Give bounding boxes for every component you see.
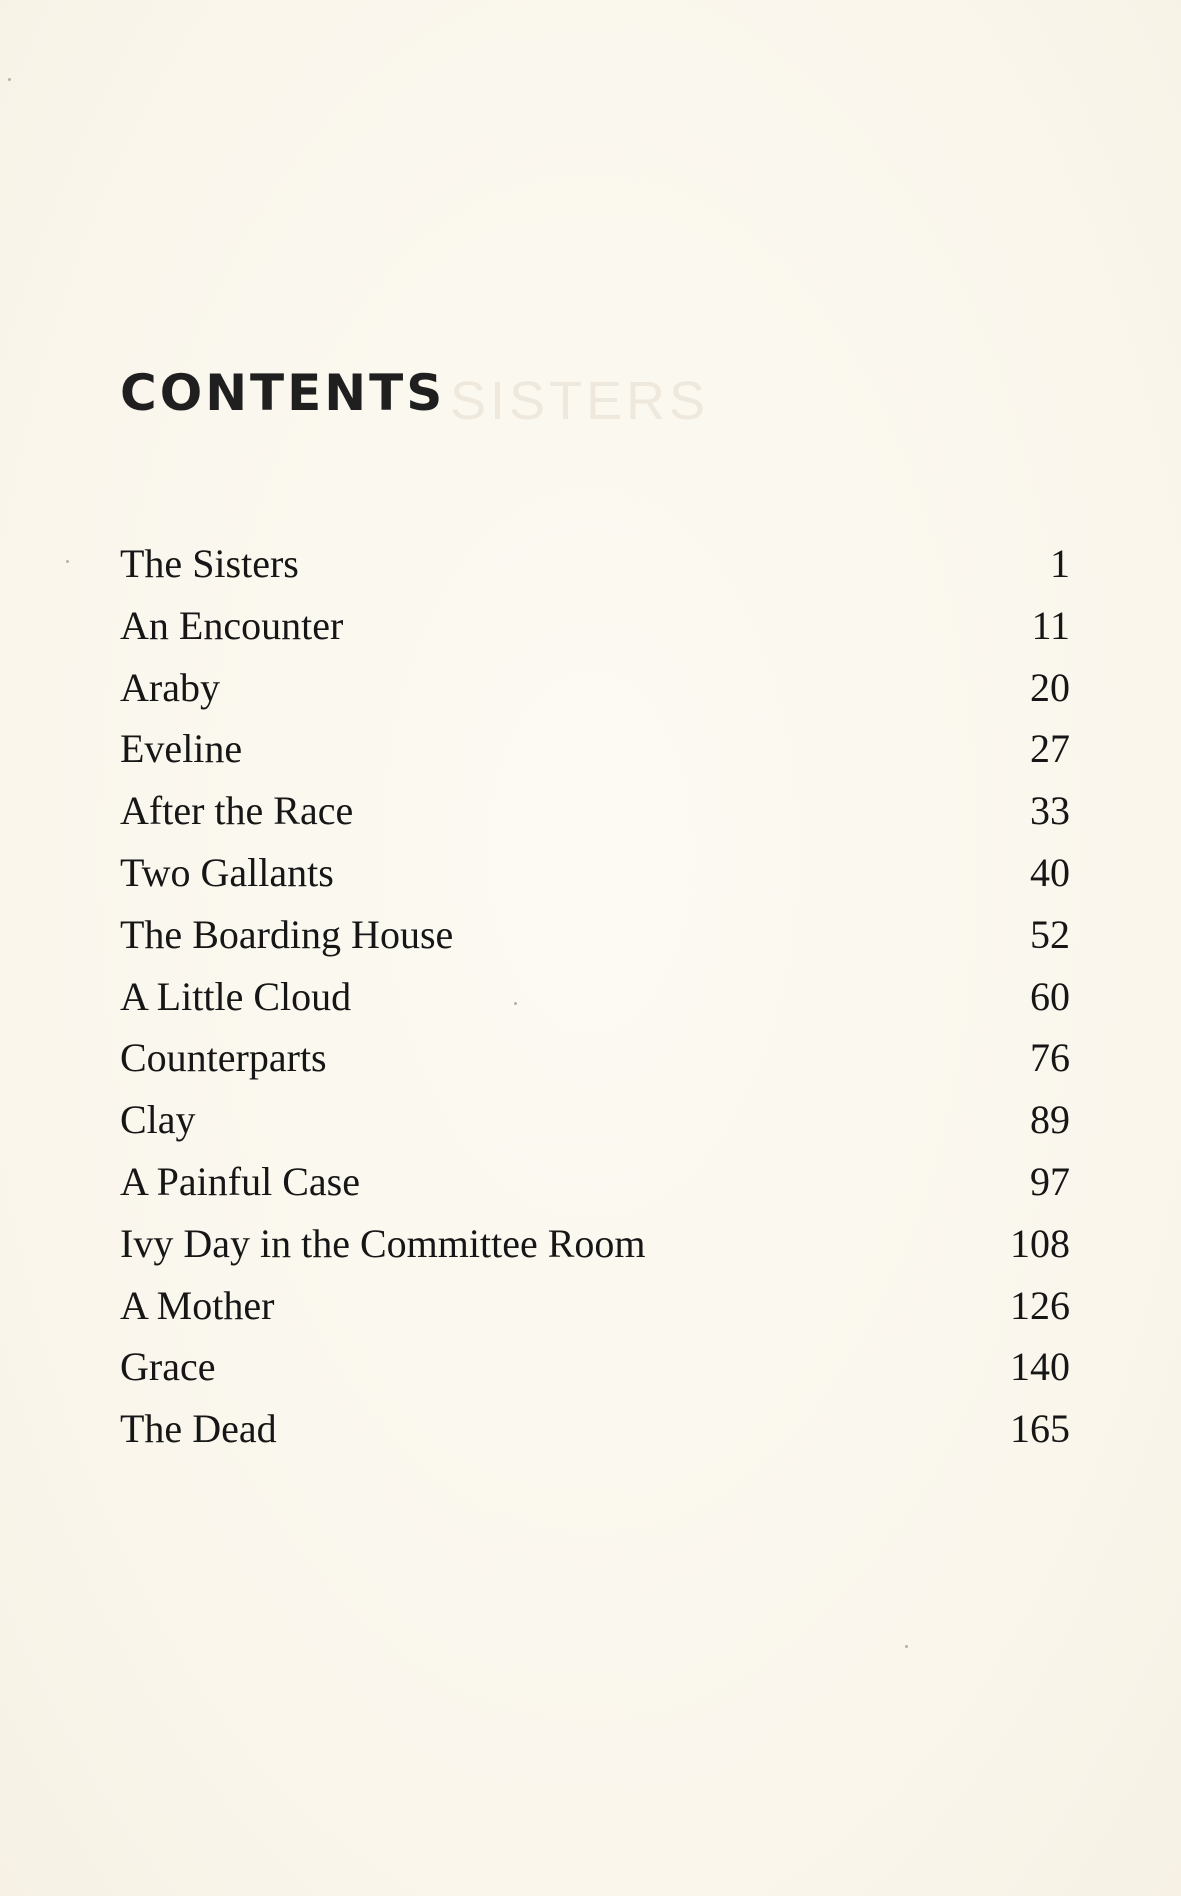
toc-entry-page-number: 108 [1010,1220,1070,1266]
toc-entry-page-number: 60 [1030,973,1070,1019]
toc-entry-title: The Boarding House [120,911,454,957]
toc-entry [120,1398,1070,1460]
toc-entry [120,1336,1070,1398]
contents-heading: CONTENTS [120,364,446,422]
toc-entry [120,595,1070,657]
toc-entry-page-number: 20 [1030,664,1070,710]
toc-entry-title: Counterparts [120,1035,327,1081]
toc-entry-title: The Dead [120,1406,277,1452]
toc-entry [120,718,1070,780]
toc-entry-title: Ivy Day in the Committee Room [120,1220,646,1266]
toc-entry-title: An Encounter [120,602,344,648]
toc-entry-title: Araby [120,664,220,710]
toc-entry [120,780,1070,842]
toc-entry-page-number: 40 [1030,849,1070,895]
toc-entry-page-number: 11 [1031,602,1070,648]
toc-entry-title: Clay [120,1097,196,1143]
toc-entry [120,1275,1070,1337]
toc-entry-title: Two Gallants [120,849,334,895]
bleed-through-text: SISTERS [450,371,710,431]
table-of-contents [120,533,1070,1460]
toc-entry-page-number: 165 [1010,1406,1070,1452]
toc-entry-page-number: 33 [1030,788,1070,834]
toc-entry-page-number: 1 [1050,541,1070,586]
toc-entry [120,657,1070,719]
toc-entry [120,842,1070,904]
toc-entry [120,966,1070,1028]
paper-speck [905,1645,908,1648]
toc-entry-page-number: 140 [1010,1344,1070,1390]
toc-entry-page-number: 52 [1030,911,1070,957]
toc-entry-title: After the Race [120,788,354,834]
toc-entry-page-number: 126 [1010,1282,1070,1328]
toc-entry-title: Grace [120,1344,216,1390]
toc-entry [120,904,1070,966]
toc-entry [120,1151,1070,1213]
toc-entry [120,1027,1070,1089]
toc-entry-page-number: 76 [1030,1035,1070,1081]
toc-entry-title: The Sisters [120,541,299,586]
toc-entry-page-number: 97 [1030,1158,1070,1204]
toc-entry-title: A Little Cloud [120,973,352,1019]
paper-speck [66,560,69,563]
toc-entry-page-number: 89 [1030,1097,1070,1143]
toc-entry-title: Eveline [120,726,243,772]
toc-entry [120,533,1070,595]
paper-speck [8,78,11,81]
toc-entry [120,1213,1070,1275]
toc-entry-title: A Mother [120,1282,275,1328]
toc-entry [120,1089,1070,1151]
toc-entry-title: A Painful Case [120,1158,360,1204]
toc-entry-page-number: 27 [1030,726,1070,772]
